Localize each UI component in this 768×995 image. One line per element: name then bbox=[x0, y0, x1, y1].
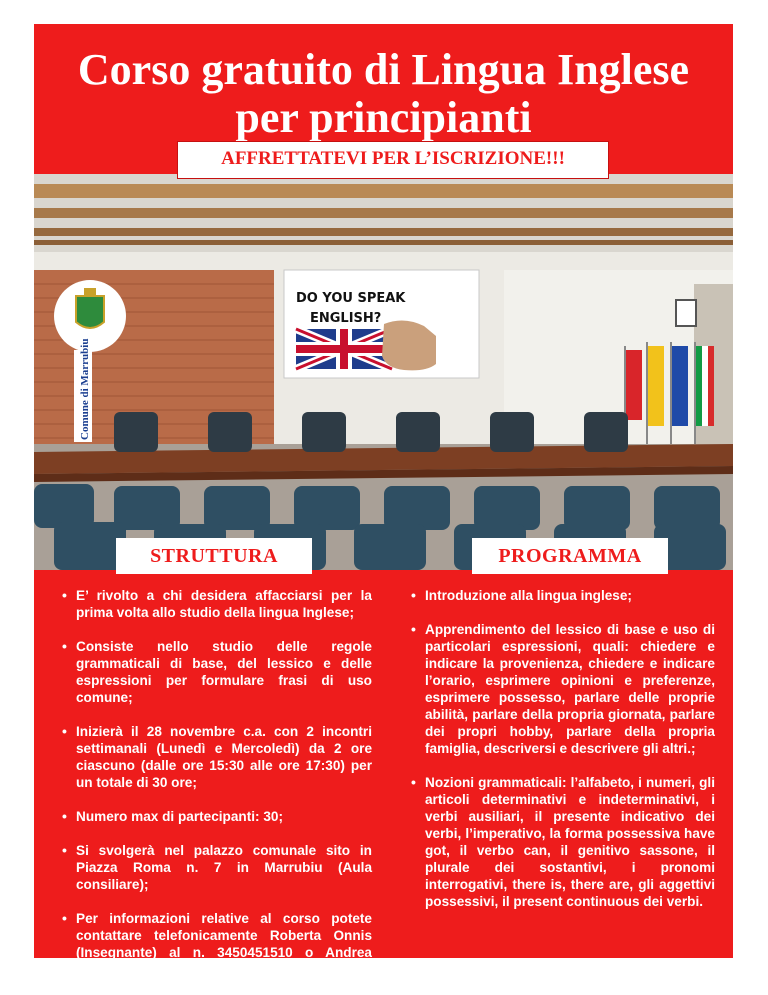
struttura-item: • E’ rivolto a chi desidera affacciarsi per la prima volta allo studio della lingua Inglese; bbox=[62, 587, 372, 621]
council-room-photo bbox=[34, 174, 733, 570]
sign-line-1: DO YOU SPEAK bbox=[296, 291, 406, 306]
struttura-item: • Numero max di partecipanti: 30; bbox=[62, 808, 372, 825]
title-line-2: per principianti bbox=[235, 93, 532, 142]
emblem-text: Comune di Marrubiu bbox=[79, 338, 91, 440]
struttura-heading: STRUTTURA bbox=[116, 538, 312, 574]
programma-list bbox=[411, 587, 715, 910]
union-jack-flag-icon bbox=[296, 329, 392, 369]
title-line-1: Corso gratuito di Lingua Inglese bbox=[77, 45, 690, 94]
struttura-item: • Si svolgerà nel palazzo comunale sito in Piazza Roma n. 7 in Marrubiu (Aula consiliare); bbox=[62, 842, 372, 893]
struttura-item: • Inizierà il 28 novembre c.a. con 2 incontri settimanali (Lunedì e Mercoledì) da 2 ore ciascuno (dalle ore 15:30 alle ore 17:30) per un totale di 30 ore; bbox=[62, 723, 372, 791]
programma-heading: PROGRAMMA bbox=[472, 538, 668, 574]
poster bbox=[34, 24, 733, 977]
poster-title bbox=[34, 46, 733, 142]
struttura-item: • Consiste nello studio delle regole grammaticali di base, del lessico e delle espressioni per formulare frasi di uso comune; bbox=[62, 638, 372, 706]
sign-line-2: ENGLISH? bbox=[310, 311, 382, 326]
struttura-list bbox=[62, 587, 372, 978]
struttura-column bbox=[62, 587, 372, 995]
programma-item: • Nozioni grammaticali: l’alfabeto, i numeri, gli articoli determinativi e indeterminativi, i verbi ausiliari, il presente indicativo dei verbi, l’imperativo, la forma possessiva have got, il verbo can, il genitivo sassone, il plurale dei sostantivi, i pronomi interrogativi, there is, there are, gli aggettivi possessivi, il present continuous dei verbi. bbox=[411, 774, 715, 910]
programma-item: • Apprendimento del lessico di base e uso di particolari espressioni, quali: chiedere e indicare la provenienza, chiedere e indicare l’orario, esprimere opinioni e preferenze, esprimere possesso, parlare delle proprie abilità, parlare della propria giornata, parlare dei propri hobby, parlare della propria famiglia, descriversi e descrivere gli altri.; bbox=[411, 621, 715, 757]
registration-banner: AFFRETTATEVI PER L’ISCRIZIONE!!! bbox=[178, 142, 608, 178]
programma-column bbox=[411, 587, 715, 927]
struttura-item: • Per informazioni relative al corso potete contattare telefonicamente Roberta Onnis (Insegnante) al n. 3450451510 o Andrea Santucciu (Sindaco) al n. 3474110095. bbox=[62, 910, 372, 978]
programma-item: • Introduzione alla lingua inglese; bbox=[411, 587, 715, 604]
